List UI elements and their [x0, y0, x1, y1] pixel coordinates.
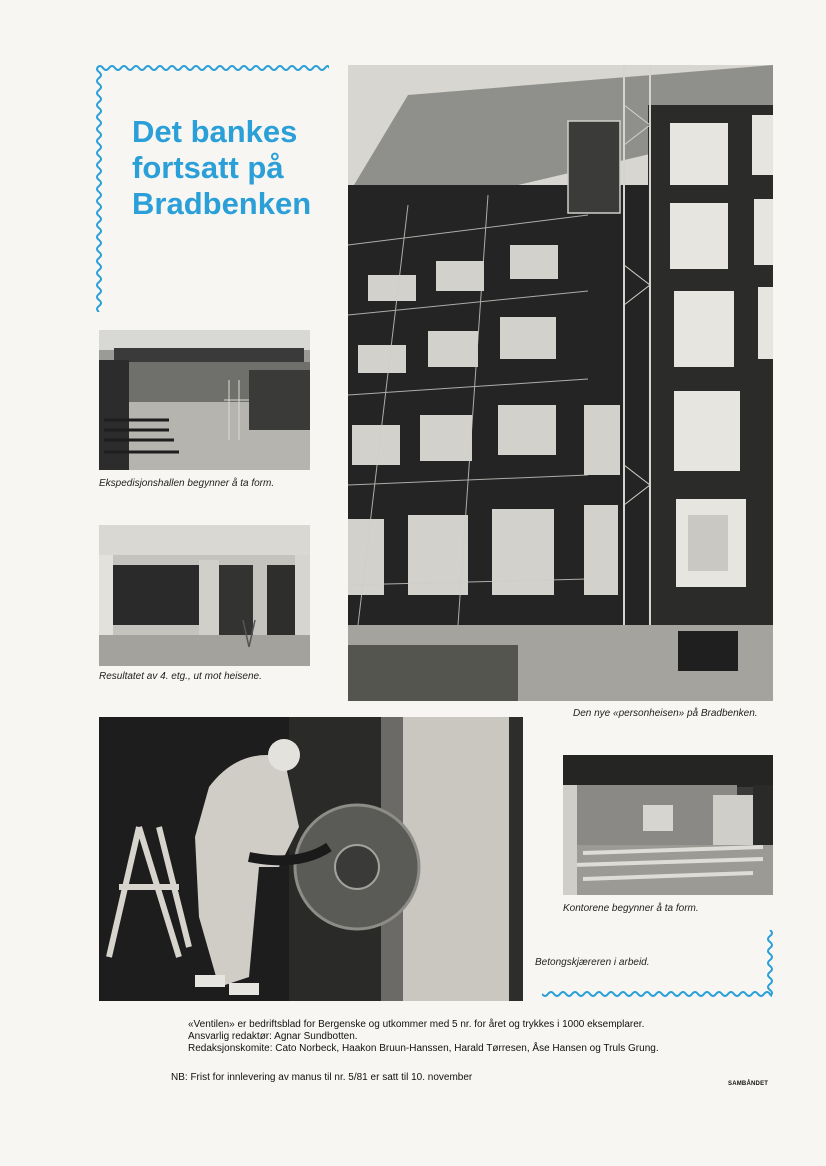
- imprint: [188, 1019, 659, 1055]
- publisher-mark: SAMBÅNDET: [728, 1081, 769, 1087]
- caption-wave-border-right: [766, 930, 774, 996]
- title-wave-border-left: [95, 66, 103, 312]
- caption-expedition-hall: Ekspedisjonshallen begynner å ta form.: [99, 478, 275, 489]
- caption-fourth-floor: Resultatet av 4. etg., ut mot heisene.: [99, 671, 262, 682]
- article-title: [132, 114, 342, 222]
- deadline-note: NB: Frist for innlevering av manus til nr. 5/81 er satt til 10. november: [171, 1072, 473, 1083]
- imprint-line-1: «Ventilen» er bedriftsblad for Bergenske og utkommer med 5 nr. for året og trykkes i 1000 eksemplarer.: [188, 1019, 645, 1030]
- title-wave-border-top: [97, 64, 329, 72]
- photo-concrete-cutter: [99, 717, 523, 1001]
- photo-offices: [563, 755, 773, 895]
- photo-fourth-floor: [99, 525, 310, 666]
- caption-offices: Kontorene begynner å ta form.: [563, 903, 699, 914]
- imprint-line-2: Ansvarlig redaktør: Agnar Sundbotten.: [188, 1031, 358, 1042]
- caption-wave-border-bottom: [542, 990, 772, 998]
- caption-concrete-cutter: Betongskjæreren i arbeid.: [535, 957, 650, 968]
- photo-expedition-hall: [99, 330, 310, 470]
- caption-elevator: Den nye «personheisen» på Bradbenken.: [573, 708, 758, 719]
- imprint-line-3: Redaksjonskomite: Cato Norbeck, Haakon Bruun-Hanssen, Harald Tørresen, Åse Hansen og Truls Grung.: [188, 1043, 659, 1054]
- photo-building-elevator: [348, 65, 773, 701]
- title-line-1: Det bankes: [132, 114, 298, 149]
- title-line-3: Bradbenken: [132, 186, 312, 221]
- title-line-2: fortsatt på: [132, 150, 284, 185]
